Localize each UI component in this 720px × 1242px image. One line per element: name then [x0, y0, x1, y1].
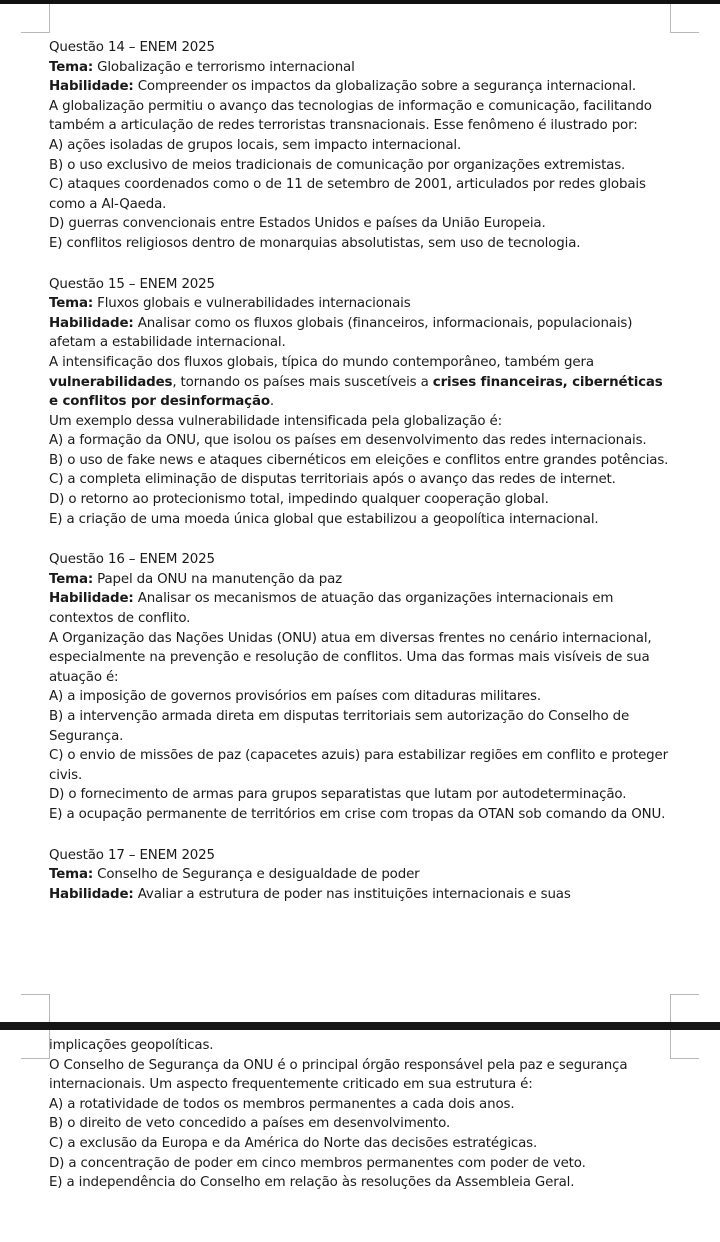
- tema-text: Fluxos globais e vulnerabilidades internacionais: [97, 296, 411, 312]
- crop-mark-bottom-right: [670, 994, 699, 1023]
- option-d: D) o fornecimento de armas para grupos separatistas que lutam por autodeterminação.: [49, 787, 627, 803]
- stem-bold-vulnerabilidades: vulnerabilidades: [49, 374, 173, 390]
- tema-text: Globalização e terrorismo internacional: [97, 59, 355, 75]
- option-b: B) o direito de veto concedido a países em desenvolvimento.: [49, 1116, 451, 1132]
- habilidade-text: Avaliar a estrutura de poder nas instituições internacionais e suas: [137, 886, 571, 902]
- option-e: E) a criação de uma moeda única global que estabilizou a geopolítica internacional.: [49, 511, 599, 527]
- stem-part-2: , tornando os países mais suscetíveis a: [172, 374, 433, 390]
- habilidade-label: Habilidade:: [49, 315, 134, 331]
- question-17-continued: [49, 1036, 669, 1193]
- question-stem: A globalização permitiu o avanço das tecnologias de informação e comunicação, facilitando também a articulação de redes terroristas transnacionais. Esse fenômeno é ilustrado por:: [49, 98, 652, 134]
- question-14: [49, 38, 669, 254]
- option-d: D) a concentração de poder em cinco membros permanentes com poder de veto.: [49, 1155, 586, 1171]
- crop-mark-top-left: [21, 4, 50, 33]
- question-tema: [49, 294, 669, 314]
- habilidade-text: Analisar os mecanismos de atuação das organizações internacionais em contextos de conflito.: [49, 591, 614, 627]
- question-title: Questão 15 – ENEM 2025: [49, 276, 215, 292]
- question-habilidade: [49, 314, 669, 353]
- option-a: A) a formação da ONU, que isolou os países em desenvolvimento das redes internacionais.: [49, 433, 647, 449]
- option-b: B) o uso exclusivo de meios tradicionais de comunicação por organizações extremistas.: [49, 157, 626, 173]
- option-a: A) ações isoladas de grupos locais, sem impacto internacional.: [49, 137, 462, 153]
- option-c: C) o envio de missões de paz (capacetes azuis) para estabilizar regiões em conflito e proteger civis.: [49, 748, 668, 783]
- stem-part-3: .: [269, 394, 275, 410]
- question-tema: [49, 570, 669, 590]
- document-page-1: [0, 4, 720, 1022]
- page-2-content: [49, 1036, 669, 1214]
- page-1-content: [49, 38, 669, 925]
- page-separator: [0, 1022, 720, 1030]
- option-b: B) a intervenção armada direta em disputas territoriais sem autorização do Conselho de Segurança.: [49, 709, 630, 744]
- option-b: B) o uso de fake news e ataques cibernéticos em eleições e conflitos entre grandes potências.: [49, 452, 669, 468]
- habilidade-text: Compreender os impactos da globalização sobre a segurança internacional.: [137, 79, 637, 95]
- tema-label: Tema:: [49, 296, 94, 312]
- option-e: E) conflitos religiosos dentro de monarquias absolutistas, sem uso de tecnologia.: [49, 235, 581, 251]
- option-c: C) ataques coordenados como o de 11 de setembro de 2001, articulados por redes globais como a Al-Qaeda.: [49, 177, 646, 212]
- habilidade-label: Habilidade:: [49, 79, 134, 95]
- option-e: E) a independência do Conselho em relação às resoluções da Assembleia Geral.: [49, 1175, 575, 1191]
- question-15: [49, 275, 669, 530]
- option-c: C) a completa eliminação de disputas territoriais após o avanço das redes de internet.: [49, 472, 616, 488]
- crop-mark-bottom-left: [21, 994, 50, 1023]
- stem-bold-crises: crises financeiras, cibernéticas e conflitos por desinformação: [49, 374, 663, 410]
- tema-text: Conselho de Segurança e desigualdade de poder: [97, 867, 420, 883]
- option-d: D) guerras convencionais entre Estados Unidos e países da União Europeia.: [49, 216, 546, 232]
- question-16: [49, 550, 669, 824]
- option-c: C) a exclusão da Europa e da América do Norte das decisões estratégicas.: [49, 1135, 538, 1151]
- question-stem: O Conselho de Segurança da ONU é o principal órgão responsável pela paz e segurança internacionais. Um aspecto frequentemente criticado em sua estrutura é:: [49, 1057, 628, 1093]
- question-prompt: Um exemplo dessa vulnerabilidade intensificada pela globalização é:: [49, 413, 502, 429]
- question-habilidade: [49, 589, 669, 628]
- question-title: Questão 16 – ENEM 2025: [49, 552, 215, 568]
- tema-label: Tema:: [49, 59, 94, 75]
- habilidade-label: Habilidade:: [49, 591, 134, 607]
- option-a: A) a rotatividade de todos os membros permanentes a cada dois anos.: [49, 1096, 515, 1112]
- tema-text: Papel da ONU na manutenção da paz: [97, 571, 343, 587]
- question-17: [49, 846, 669, 905]
- option-e: E) a ocupação permanente de territórios em crise com tropas da OTAN sob comando da ONU.: [49, 806, 666, 822]
- question-stem: A Organização das Nações Unidas (ONU) atua em diversas frentes no cenário internacional, especialmente na prevenção e resolução de conflitos. Uma das formas mais visíveis de sua atuação é:: [49, 630, 652, 685]
- habilidade-label: Habilidade:: [49, 886, 134, 902]
- document-page-2: [0, 1030, 720, 1242]
- question-tema: [49, 58, 669, 78]
- question-title: Questão 14 – ENEM 2025: [49, 40, 215, 55]
- tema-label: Tema:: [49, 571, 94, 587]
- crop-mark-top-left: [21, 1030, 50, 1059]
- question-tema: [49, 865, 669, 885]
- habilidade-text: Analisar como os fluxos globais (financeiros, informacionais, populacionais) afetam a estabilidade internacional.: [49, 315, 633, 351]
- crop-mark-top-right: [670, 1030, 699, 1059]
- option-d: D) o retorno ao protecionismo total, impedindo qualquer cooperação global.: [49, 492, 549, 508]
- question-habilidade: [49, 885, 669, 905]
- tema-label: Tema:: [49, 867, 94, 883]
- question-stem: [49, 353, 669, 412]
- habilidade-continuation: implicações geopolíticas.: [49, 1038, 214, 1053]
- stem-part-1: A intensificação dos fluxos globais, típica do mundo contemporâneo, também gera: [49, 354, 594, 370]
- crop-mark-top-right: [670, 4, 699, 33]
- option-a: A) a imposição de governos provisórios em países com ditaduras militares.: [49, 689, 541, 705]
- question-habilidade: [49, 77, 669, 97]
- question-title: Questão 17 – ENEM 2025: [49, 847, 215, 863]
